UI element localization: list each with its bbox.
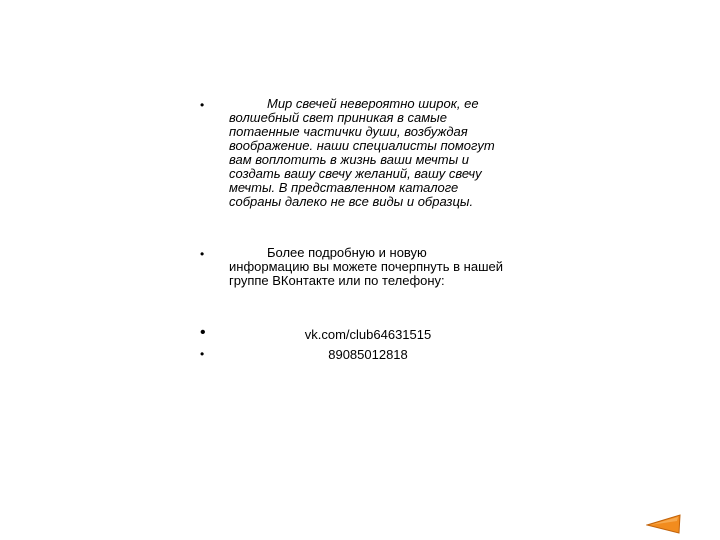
vk-group-link[interactable]: vk.com/club64631515 xyxy=(304,327,432,342)
contact-info-paragraph: Более подробную и новую информацию вы можете почерпнуть в нашей группе ВКонтакте или по телефону: xyxy=(229,245,503,288)
bullet-glyph: • xyxy=(200,324,206,341)
catalog-intro-paragraph: Мир свечей невероятно широк, ее волшебный свет приникая в самые потаенные частички души, возбуждая воображение. наши специалисты помогут вам воплотить в жизнь ваши мечты и создать вашу свечу желаний, вашу свечу мечты. В представленном каталоге собраны далеко не все виды и образцы. xyxy=(229,96,495,209)
bullet-glyph: • xyxy=(200,347,205,361)
phone-number: 89085012818 xyxy=(328,347,408,362)
orange-left-arrow-icon xyxy=(646,512,682,534)
previous-slide-button[interactable] xyxy=(646,512,682,534)
bullet-glyph: • xyxy=(200,247,205,261)
bullet-glyph: • xyxy=(200,98,205,112)
